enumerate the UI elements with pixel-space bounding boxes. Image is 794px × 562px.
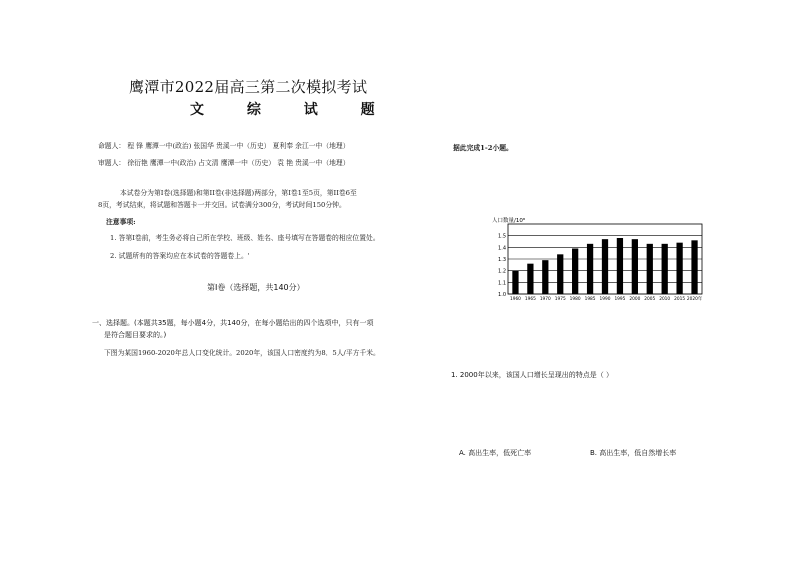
chart-y-tick-label: 1.2: [498, 268, 506, 275]
chart-x-tick-label: 2010: [659, 297, 671, 302]
chart-y-label: 人口数量/10⁸: [492, 218, 526, 224]
chart-bar: [647, 244, 653, 294]
instruction-paragraph-2: 8页，考试结束，将试题和答题卡一并交回。试卷满分300分，考试时间150分钟。: [98, 201, 346, 209]
figure-intro: 下图为某国1960-2020年总人口变化统计。2020年，该国人口密度约为8．5人/平方千米。: [104, 349, 380, 357]
chart-bar: [587, 244, 593, 294]
chart-bar: [691, 240, 697, 294]
chart-x-tick-label: 1960: [509, 297, 521, 302]
option-b: B. 高出生率，低自然增长率: [590, 449, 677, 457]
chart-x-ticks: [510, 295, 703, 302]
exam-subtitle: 文 综 试 题: [190, 102, 389, 118]
chart-bar: [676, 243, 682, 294]
chart-bar: [542, 260, 548, 294]
chart-bar: [527, 264, 533, 294]
option-a: A. 高出生率，低死亡率: [459, 449, 532, 457]
chart-bars: [512, 238, 697, 294]
notice-title: 注意事项:: [106, 218, 136, 226]
chart-y-tick-label: 1.0: [498, 292, 506, 298]
chart-bar: [662, 244, 668, 294]
chart-y-tick-label: 1.4: [498, 245, 506, 252]
chart-x-tick-label: 2015: [674, 297, 686, 302]
chart-x-tick-label: 1980: [569, 297, 581, 302]
chart-y-tick-label: 1.3: [498, 257, 506, 263]
reviewer-line: 审题人： 徐衍艳 鹰潭一中(政治) 占文清 鹰潭一中（历史） 袁 艳 贵溪一中（地理）: [98, 159, 350, 167]
chart-bar: [572, 249, 578, 295]
chart-x-tick-label: 1975: [554, 297, 566, 302]
chart-x-tick-label: 1965: [524, 297, 536, 302]
chart-y-tick-label: 1.1: [498, 280, 506, 287]
chart-bar: [617, 238, 623, 294]
instruction-paragraph-1: 本试卷分为第I卷(选择题)和第II卷(非选择题)两部分，第I卷1至5页，第II卷6至: [120, 189, 357, 197]
chart-x-tick-label: 2005: [644, 297, 656, 302]
chart-x-tick-label: 1985: [584, 297, 596, 302]
chart-x-tick-label: 2020年: [686, 297, 703, 302]
question-1: 1. 2000年以来，该国人口增长呈现出的特点是（ ）: [451, 371, 613, 379]
chart-bar: [602, 239, 608, 294]
choice-instructions-line-2: 是符合题目要求的。): [104, 331, 167, 339]
question-group-intro: 据此完成1-2小题。: [453, 144, 513, 152]
notice-item-1: 1. 答第I卷前，考生务必将自己所在学校、班级、姓名、座号填写在答题卷的相应位置处。: [110, 234, 380, 242]
chart-x-tick-label: 1995: [614, 297, 626, 302]
chart-bar: [632, 239, 638, 294]
population-bar-chart: [490, 214, 710, 306]
section-title: 第I卷（选择题，共140分）: [207, 283, 305, 292]
notice-item-2: 2. 试题所有的答案均应在本试卷的答题卷上。': [110, 252, 250, 260]
chart-y-ticks: [498, 234, 506, 298]
chart-bar: [512, 271, 518, 294]
exam-title: 鹰潭市2022届高三第二次模拟考试: [129, 78, 368, 96]
chart-y-tick-label: 1.5: [498, 233, 506, 240]
chart-x-tick-label: 2000: [629, 297, 641, 302]
choice-instructions-line-1: 一、选择题。(本题共35题，每小题4分，共140分，在每小题给出的四个选项中，只有一项: [92, 319, 374, 327]
chart-x-tick-label: 1990: [599, 297, 611, 302]
chart-bar: [557, 254, 563, 294]
chart-x-tick-label: 1970: [539, 297, 551, 302]
setter-line: 命题人： 程 锋 鹰潭一中(政治) 张国华 贵溪一中（历史） 夏利奉 余江一中（地理）: [98, 142, 350, 150]
